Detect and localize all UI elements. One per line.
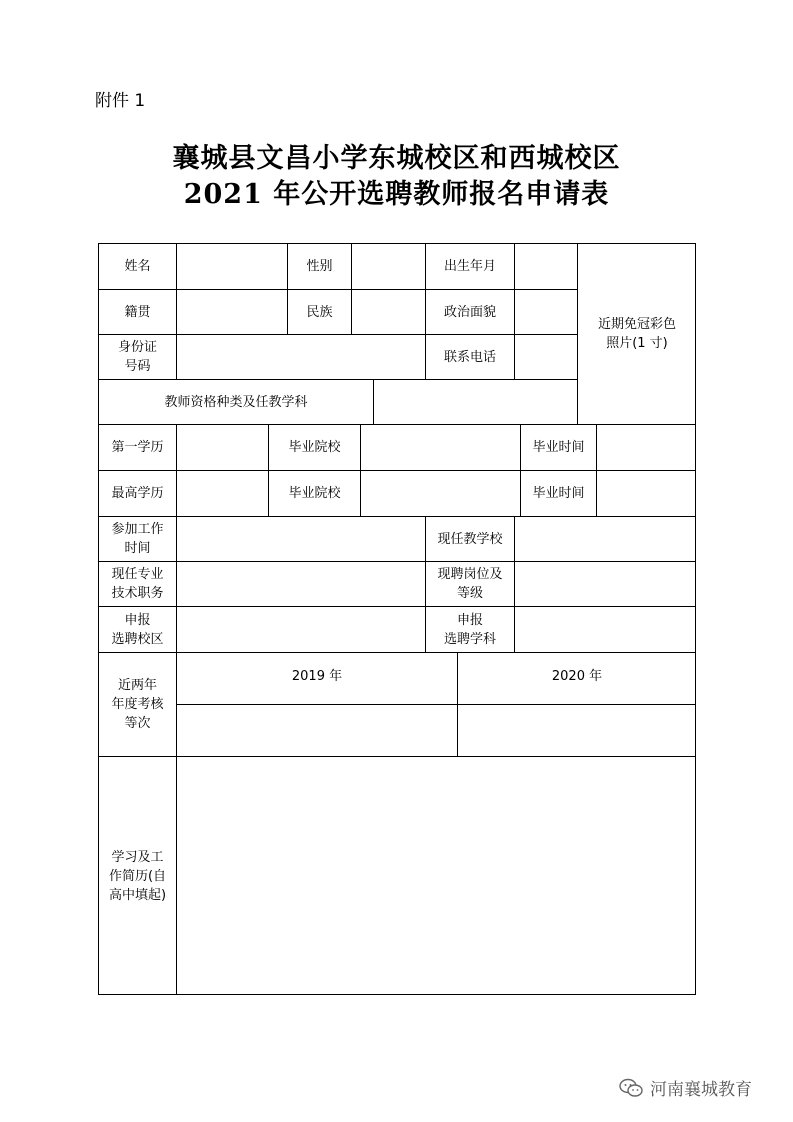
first-degree-label: 第一学历 [98, 424, 176, 470]
form-title-line-1: 襄城县文昌小学东城校区和西城校区 [172, 143, 621, 174]
current-post-field[interactable] [514, 561, 696, 606]
phone-field[interactable] [514, 334, 577, 379]
year-2020-header: 2020 年 [457, 652, 696, 704]
native-place-label: 籍贯 [98, 289, 176, 334]
highest-degree-field[interactable] [176, 470, 268, 516]
current-school-label: 现任教学校 [425, 516, 514, 561]
graduate-school-1-label: 毕业院校 [268, 424, 360, 470]
form-title-line-2: 2021 年公开选聘教师报名申请表 [183, 179, 610, 210]
ethnicity-label: 民族 [287, 289, 351, 334]
political-status-field[interactable] [514, 289, 577, 334]
graduation-time-1-field[interactable] [596, 424, 696, 470]
gender-field[interactable] [351, 243, 425, 289]
teacher-qualification-field[interactable] [373, 379, 577, 424]
resume-field[interactable] [176, 756, 696, 995]
attachment-label: 附件 1 [95, 91, 146, 111]
professional-title-field[interactable] [176, 561, 425, 606]
highest-degree-label: 最高学历 [98, 470, 176, 516]
native-place-field[interactable] [176, 289, 287, 334]
id-number-label: 身份证 号码 [98, 334, 176, 379]
watermark-text: 河南襄城教育 [650, 1080, 752, 1100]
wechat-icon [618, 1078, 644, 1098]
graduate-school-2-field[interactable] [360, 470, 520, 516]
first-degree-field[interactable] [176, 424, 268, 470]
apply-subject-label: 申报 选聘学科 [425, 606, 514, 652]
resume-label: 学习及工 作简历(自 高中填起) [98, 756, 176, 995]
ethnicity-field[interactable] [351, 289, 425, 334]
photo-box: 近期免冠彩色 照片(1 寸) [577, 243, 696, 424]
apply-campus-label: 申报 选聘校区 [98, 606, 176, 652]
graduate-school-2-label: 毕业院校 [268, 470, 360, 516]
appraisal-2019-field[interactable] [176, 704, 457, 756]
political-status-label: 政治面貌 [425, 289, 514, 334]
current-post-label: 现聘岗位及 等级 [425, 561, 514, 606]
appraisal-2020-field[interactable] [457, 704, 696, 756]
gender-label: 性别 [287, 243, 351, 289]
work-start-label: 参加工作 时间 [98, 516, 176, 561]
year-2019-header: 2019 年 [176, 652, 457, 704]
current-school-field[interactable] [514, 516, 696, 561]
appraisal-label: 近两年 年度考核 等次 [98, 652, 176, 756]
name-label: 姓名 [98, 243, 176, 289]
birth-date-label: 出生年月 [425, 243, 514, 289]
graduation-time-1-label: 毕业时间 [520, 424, 596, 470]
professional-title-label: 现任专业 技术职务 [98, 561, 176, 606]
name-field[interactable] [176, 243, 287, 289]
phone-label: 联系电话 [425, 334, 514, 379]
birth-date-field[interactable] [514, 243, 577, 289]
work-start-field[interactable] [176, 516, 425, 561]
watermark [618, 1075, 752, 1100]
graduate-school-1-field[interactable] [360, 424, 520, 470]
graduation-time-2-field[interactable] [596, 470, 696, 516]
teacher-qualification-label: 教师资格种类及任教学科 [98, 379, 373, 424]
apply-subject-field[interactable] [514, 606, 696, 652]
graduation-time-2-label: 毕业时间 [520, 470, 596, 516]
apply-campus-field[interactable] [176, 606, 425, 652]
id-number-field[interactable] [176, 334, 425, 379]
